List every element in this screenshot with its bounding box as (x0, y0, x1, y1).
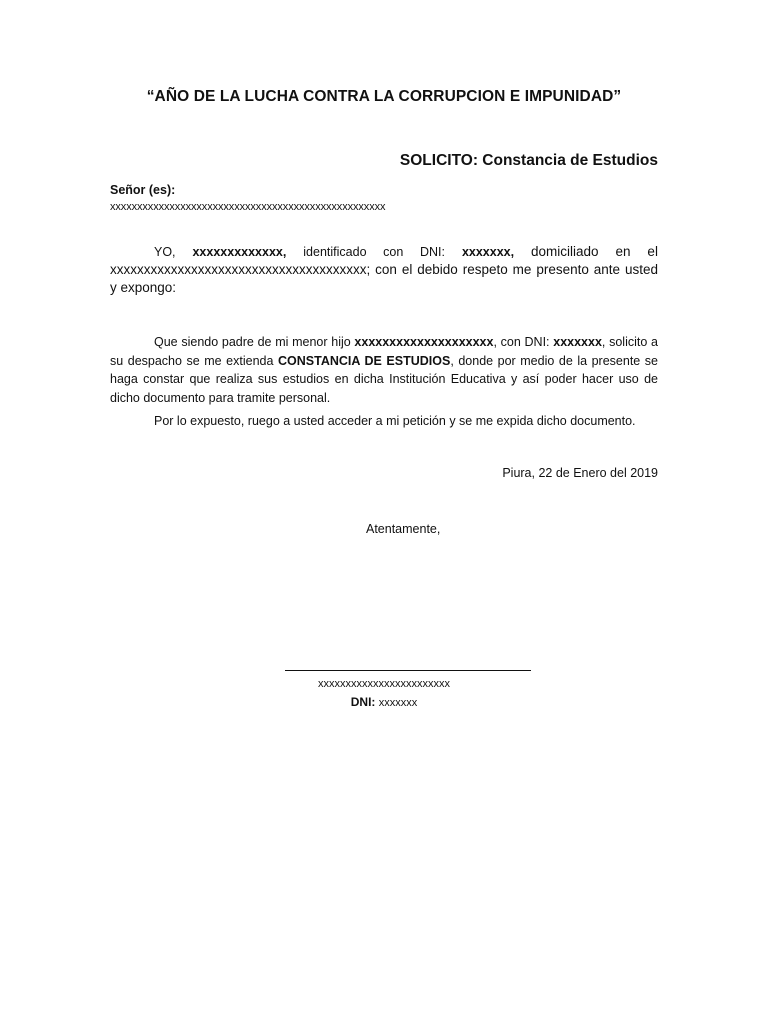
intro-identified: identificado con DNI: (303, 245, 445, 259)
request-part-1: Que siendo padre de mi menor hijo (154, 335, 355, 349)
request-part-4: , donde por medio de la presente se haga constar que realiza sus estudios en dicha Institución Educativa y así poder hacer uso de dicho documento para tramite personal. (110, 353, 658, 405)
child-dni: xxxxxxx (553, 335, 602, 349)
child-name: xxxxxxxxxxxxxxxxxxxx (354, 335, 494, 349)
place-date: Piura, 22 de Enero del 2019 (502, 466, 658, 480)
subject-line: SOLICITO: Constancia de Estudios (399, 152, 658, 169)
request-part-2: , con DNI: (493, 335, 554, 349)
year-motto-heading: “AÑO DE LA LUCHA CONTRA LA CORRUPCION E IMPUNIDAD” (146, 88, 622, 105)
applicant-dni: xxxxxxx, (461, 245, 515, 259)
intro-domicile: domiciliado en el (531, 244, 658, 259)
signer-dni (0, 695, 768, 709)
intro-yo: YO, (154, 245, 176, 259)
addressee-label: Señor (es): (110, 183, 176, 197)
request-part-3: , solicito a su despacho se me extienda (110, 335, 658, 368)
closing-paragraph: Por lo expuesto, ruego a usted acceder a mi petición y se me expida dicho documento. (154, 414, 636, 428)
applicant-name: xxxxxxxxxxxxx, (192, 245, 287, 259)
sign-off: Atentamente, (366, 522, 441, 536)
signer-dni-label: DNI: (350, 695, 376, 709)
addressee-name: xxxxxxxxxxxxxxxxxxxxxxxxxxxxxxxxxxxxxxxxxxxxxxxxxxx (110, 201, 386, 213)
signer-dni-value: xxxxxxx (378, 697, 418, 709)
request-paragraph (110, 333, 658, 407)
intro-paragraph (110, 243, 658, 297)
signer-name: xxxxxxxxxxxxxxxxxxxxxxxx (318, 678, 450, 690)
intro-rest: ; con el debido respeto me presento ante usted y expongo: (110, 262, 658, 295)
signature-line (285, 670, 531, 671)
document-type: CONSTANCIA DE ESTUDIOS (278, 353, 451, 368)
applicant-address: xxxxxxxxxxxxxxxxxxxxxxxxxxxxxxxxxxxxxx (110, 262, 367, 277)
